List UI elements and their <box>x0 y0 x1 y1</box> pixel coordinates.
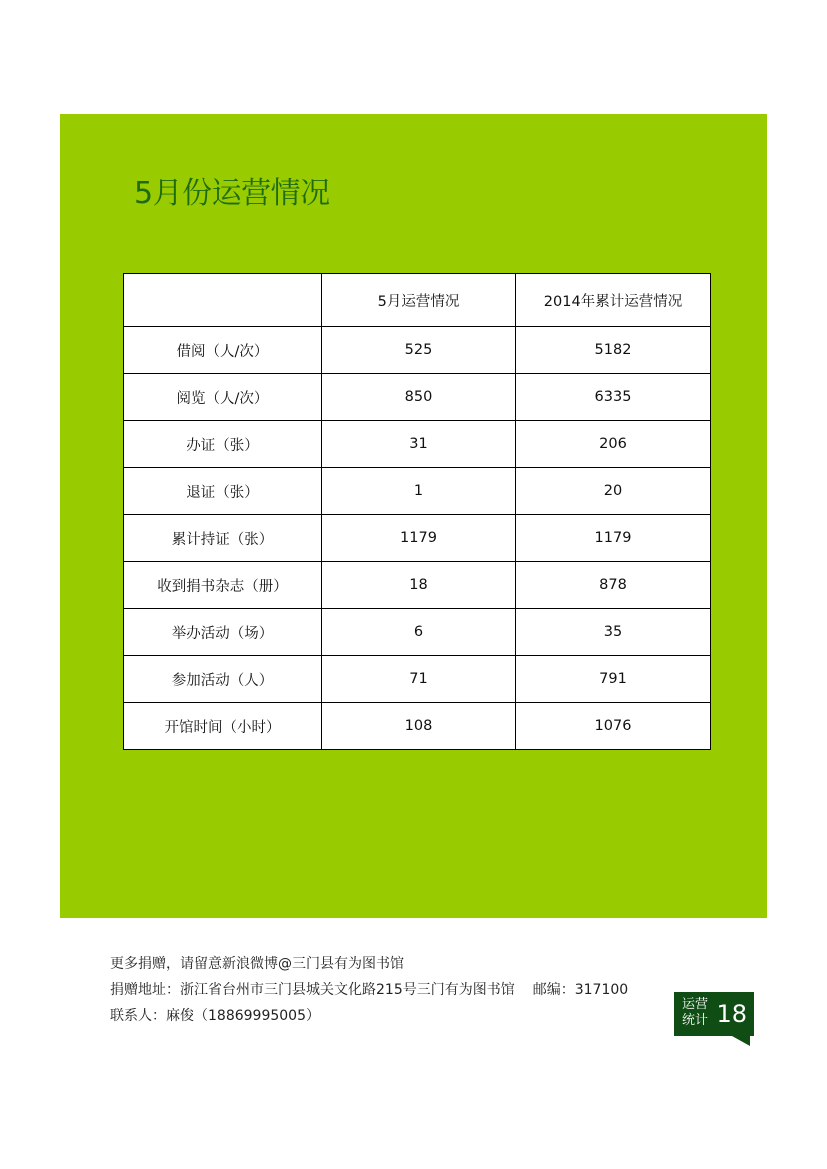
row-label: 借阅（人/次） <box>124 327 322 374</box>
weibo-note: 更多捐赠，请留意新浪微博@三门县有为图书馆 <box>110 956 404 972</box>
total-value: 206 <box>516 421 711 468</box>
may-value: 71 <box>322 656 516 703</box>
table-row <box>124 515 711 562</box>
operations-table <box>123 273 711 750</box>
may-value: 1179 <box>322 515 516 562</box>
may-value: 6 <box>322 609 516 656</box>
page-title: 5月份运营情况 <box>134 176 330 211</box>
badge-tail-shape <box>732 1036 750 1046</box>
row-label: 办证（张） <box>124 421 322 468</box>
row-label: 举办活动（场） <box>124 609 322 656</box>
row-label: 参加活动（人） <box>124 656 322 703</box>
may-value: 525 <box>322 327 516 374</box>
row-label: 阅览（人/次） <box>124 374 322 421</box>
header-year-total: 2014年累计运营情况 <box>516 274 711 327</box>
page-badge <box>674 992 754 1036</box>
total-value: 35 <box>516 609 711 656</box>
page-number: 18 <box>716 1000 747 1028</box>
total-value: 20 <box>516 468 711 515</box>
table-row <box>124 327 711 374</box>
total-value: 1179 <box>516 515 711 562</box>
header-empty-cell <box>124 274 322 327</box>
table-row <box>124 609 711 656</box>
may-value: 18 <box>322 562 516 609</box>
row-label: 退证（张） <box>124 468 322 515</box>
total-value: 5182 <box>516 327 711 374</box>
section-label: 运营统计 <box>682 997 709 1028</box>
table-row <box>124 421 711 468</box>
may-value: 108 <box>322 703 516 750</box>
total-value: 878 <box>516 562 711 609</box>
total-value: 1076 <box>516 703 711 750</box>
footer-info <box>110 951 628 1029</box>
donation-address-line <box>110 977 628 1003</box>
table-row <box>124 656 711 703</box>
total-value: 6335 <box>516 374 711 421</box>
may-value: 1 <box>322 468 516 515</box>
row-label: 收到捐书杂志（册） <box>124 562 322 609</box>
table-row <box>124 562 711 609</box>
row-label: 开馆时间（小时） <box>124 703 322 750</box>
table-header-row <box>124 274 711 327</box>
total-value: 791 <box>516 656 711 703</box>
row-label: 累计持证（张） <box>124 515 322 562</box>
table-row <box>124 468 711 515</box>
may-value: 31 <box>322 421 516 468</box>
table-row <box>124 374 711 421</box>
may-value: 850 <box>322 374 516 421</box>
table-row <box>124 703 711 750</box>
donation-address: 捐赠地址：浙江省台州市三门县城关文化路215号三门有为图书馆 <box>110 982 515 998</box>
postcode: 邮编：317100 <box>532 982 629 998</box>
contact-person: 联系人：麻俊（18869995005） <box>110 1008 320 1024</box>
header-may: 5月运营情况 <box>322 274 516 327</box>
